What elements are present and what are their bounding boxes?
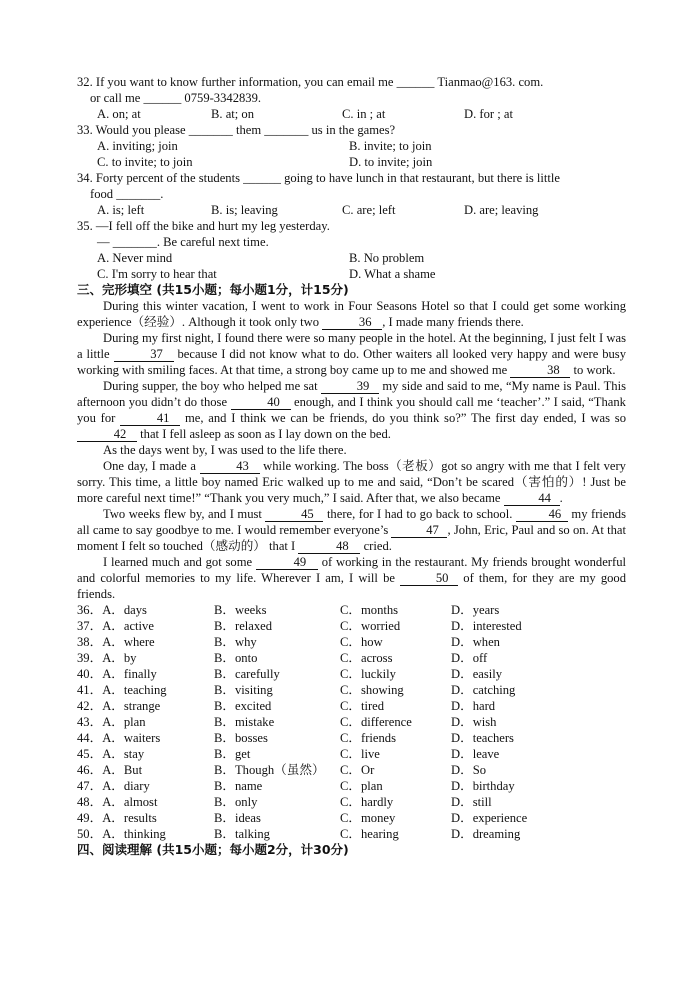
option-c: C．plan: [340, 779, 383, 793]
option-c: C．friends: [340, 731, 396, 745]
option-b: B．only: [214, 795, 258, 809]
passage-text: , John, Eric, Paul and so on. At that moment I felt so touched（感动的） that I: [77, 523, 626, 553]
option-d: D. to invite; join: [349, 155, 433, 169]
cloze-paragraph-1: [77, 298, 626, 330]
option-a: 39．A．by: [77, 651, 137, 665]
option-c: C．difference: [340, 715, 412, 729]
option-c: C. are; left: [342, 203, 396, 217]
passage-text: while working. The boss（老板）got so angry with me that I felt very sorry. This time, a little boy named Eric walked up to me and said, “Don’t be scared（害怕的）! Just be more careful next time!” “Thank you very much,” I said. After that, we also became: [77, 459, 626, 505]
passage-text: me, and I think we can be friends, do you think so?” The first day ended, I was so: [184, 411, 626, 425]
section-3-heading: 三、完形填空 (共15小题；每小题1分，计15分): [77, 282, 349, 297]
passage-text: Two weeks flew by, and I must: [103, 507, 262, 521]
passage-text: , I made many friends there.: [382, 315, 524, 329]
option-c: C．months: [340, 603, 399, 617]
blank-49: 49: [256, 555, 318, 570]
answer-row-44: [77, 730, 626, 746]
option-b: B. is; leaving: [211, 203, 278, 217]
option-d: D．dreaming: [451, 827, 521, 841]
answer-row-36: [77, 602, 626, 618]
option-d: D．years: [451, 603, 500, 617]
option-b: B. No problem: [349, 251, 425, 265]
answer-row-41: [77, 682, 626, 698]
option-d: D．birthday: [451, 779, 515, 793]
cloze-paragraph-5: [77, 458, 626, 506]
option-a: 49．A．results: [77, 811, 157, 825]
option-a: 40．A．finally: [77, 667, 157, 681]
option-a: 47．A．diary: [77, 779, 150, 793]
passage-text: of working in the restaurant. My friends brought wonderful and colorful memories to my life. Wherever I am, I will be: [77, 555, 626, 585]
option-d: D．off: [451, 651, 488, 665]
question-34-line-2: food _______.: [90, 187, 164, 201]
option-d: D．experience: [451, 811, 528, 825]
option-d: D．teachers: [451, 731, 514, 745]
option-b: B．relaxed: [214, 619, 273, 633]
option-d: D．wish: [451, 715, 497, 729]
question-35-line-1: 35. —I fell off the bike and hurt my leg yesterday.: [77, 219, 330, 233]
question-35-line-2: — _______. Be careful next time.: [97, 235, 269, 249]
question-32-options: [77, 106, 626, 122]
blank-48: 48: [298, 539, 360, 554]
answer-row-46: [77, 762, 626, 778]
option-d: D．interested: [451, 619, 522, 633]
answer-row-50: [77, 826, 626, 842]
blank-38: 38: [510, 363, 570, 378]
option-d: D．catching: [451, 683, 516, 697]
option-b: B．mistake: [214, 715, 275, 729]
answer-row-49: [77, 810, 626, 826]
cloze-options: [77, 602, 626, 842]
option-b: B．onto: [214, 651, 258, 665]
question-34-options: [77, 202, 626, 218]
option-c: C．worried: [340, 619, 401, 633]
passage-text: my friends all came to say goodbye to me. I would remember everyone’s: [77, 507, 626, 537]
answer-row-40: [77, 666, 626, 682]
answer-row-42: [77, 698, 626, 714]
option-c: C. in ; at: [342, 107, 386, 121]
option-c: C. I'm sorry to hear that: [97, 267, 217, 281]
passage-text: to work.: [573, 363, 616, 377]
passage-text: that I fell asleep as soon as I lay down on the bed.: [140, 427, 391, 441]
option-b: B. at; on: [211, 107, 255, 121]
passage-text: .: [559, 491, 563, 505]
passage-text: During supper, the boy who helped me sat: [103, 379, 318, 393]
passage-text: enough, and I think you should call me ‘teacher’.” I said, “Thank you for: [77, 395, 626, 425]
option-a: 41．A．teaching: [77, 683, 167, 697]
answer-row-43: [77, 714, 626, 730]
blank-36: 36: [322, 315, 382, 330]
option-b: B．name: [214, 779, 263, 793]
option-a: 50．A．thinking: [77, 827, 166, 841]
option-a: 37．A．active: [77, 619, 154, 633]
option-a: A. inviting; join: [97, 139, 178, 153]
option-d: D. are; leaving: [464, 203, 539, 217]
option-c: C．hearing: [340, 827, 399, 841]
question-33-line-1: 33. Would you please _______ them _______ us in the games?: [77, 123, 396, 137]
blank-40: 40: [231, 395, 291, 410]
option-d: D．when: [451, 635, 500, 649]
blank-50: 50: [400, 571, 458, 586]
question-35-options-row-2: [77, 266, 626, 282]
option-a: A. on; at: [97, 107, 141, 121]
blank-45: 45: [265, 507, 323, 522]
answer-row-48: [77, 794, 626, 810]
passage-text: my side and said to me, “My name is Paul. This afternoon you didn’t do those: [77, 379, 626, 409]
passage-text: I learned much and got some: [103, 555, 253, 569]
option-b: B．get: [214, 747, 251, 761]
option-c: C．live: [340, 747, 380, 761]
passage-text: As the days went by, I was used to the life there.: [103, 443, 347, 457]
passage-text: of them, for they are my good friends.: [77, 571, 627, 601]
answer-row-45: [77, 746, 626, 762]
option-b: B．talking: [214, 827, 270, 841]
blank-44: 44: [504, 491, 560, 506]
option-b: B．carefully: [214, 667, 280, 681]
cloze-paragraph-3: [77, 378, 626, 442]
option-a: 36．A．days: [77, 603, 147, 617]
question-34-line-1: 34. Forty percent of the students ______ going to have lunch in that restaurant, but there is little: [77, 171, 561, 185]
option-d: D. for ; at: [464, 107, 513, 121]
blank-43: 43: [200, 459, 260, 474]
cloze-paragraph-6: [77, 506, 626, 554]
section-4-heading: 四、阅读理解 (共15小题；每小题2分，计30分): [77, 842, 349, 857]
option-b: B．bosses: [214, 731, 268, 745]
passage-text: During this winter vacation, I went to work in Four Seasons Hotel so that I could get some working experience（经验）. Although it took only two: [77, 299, 626, 329]
option-a: 45．A．stay: [77, 747, 145, 761]
option-b: B．excited: [214, 699, 272, 713]
question-32-line-1: 32. If you want to know further information, you can email me ______ Tianmao@163. com.: [77, 75, 544, 89]
option-c: C．how: [340, 635, 383, 649]
option-a: 44．A．waiters: [77, 731, 161, 745]
passage-text: One day, I made a: [103, 459, 196, 473]
option-c: C. to invite; to join: [97, 155, 193, 169]
option-a: 42．A．strange: [77, 699, 161, 713]
question-33-options-row-1: [77, 138, 626, 154]
option-a: A. is; left: [97, 203, 145, 217]
answer-row-37: [77, 618, 626, 634]
option-d: D．easily: [451, 667, 503, 681]
option-b: B．weeks: [214, 603, 267, 617]
blank-39: 39: [321, 379, 379, 394]
option-a: 48．A．almost: [77, 795, 158, 809]
option-d: D．So: [451, 763, 486, 777]
option-c: C．money: [340, 811, 396, 825]
passage-text: there, for I had to go back to school.: [326, 507, 513, 521]
option-b: B．ideas: [214, 811, 261, 825]
answer-row-47: [77, 778, 626, 794]
option-b: B．Though（虽然）: [214, 763, 325, 777]
option-c: C．hardly: [340, 795, 394, 809]
option-a: 46．A．But: [77, 763, 143, 777]
option-b: B．visiting: [214, 683, 273, 697]
blank-41: 41: [120, 411, 180, 426]
passage-text: because I did not know what to do. Other waiters all looked very happy and were busy working with smiling faces. At that time, a strong boy came up to me and showed me: [77, 347, 627, 377]
cloze-passage: [77, 298, 626, 602]
question-32-line-2: or call me ______ 0759-3342839.: [90, 91, 262, 105]
question-33-options-row-2: [77, 154, 626, 170]
question-35-options-row-1: [77, 250, 626, 266]
option-b: B. invite; to join: [349, 139, 432, 153]
answer-row-39: [77, 650, 626, 666]
option-d: D. What a shame: [349, 267, 436, 281]
option-d: D．hard: [451, 699, 496, 713]
passage-text: cried.: [363, 539, 392, 553]
option-b: B．why: [214, 635, 257, 649]
blank-46: 46: [516, 507, 568, 522]
option-d: D．leave: [451, 747, 500, 761]
option-c: C．tired: [340, 699, 385, 713]
blank-47: 47: [391, 523, 447, 538]
blank-42: 42: [77, 427, 137, 442]
blank-37: 37: [114, 347, 174, 362]
option-c: C．Or: [340, 763, 375, 777]
cloze-paragraph-4: [77, 442, 626, 458]
option-a: A. Never mind: [97, 251, 173, 265]
passage-text: During my first night, I found there were so many people in the hotel. At the beginning, I just felt I was a little: [77, 331, 626, 361]
option-a: 43．A．plan: [77, 715, 146, 729]
cloze-paragraph-7: [77, 554, 626, 602]
option-c: C．across: [340, 651, 393, 665]
option-c: C．showing: [340, 683, 404, 697]
option-d: D．still: [451, 795, 492, 809]
option-a: 38．A．where: [77, 635, 155, 649]
cloze-paragraph-2: [77, 330, 626, 378]
option-c: C．luckily: [340, 667, 396, 681]
answer-row-38: [77, 634, 626, 650]
